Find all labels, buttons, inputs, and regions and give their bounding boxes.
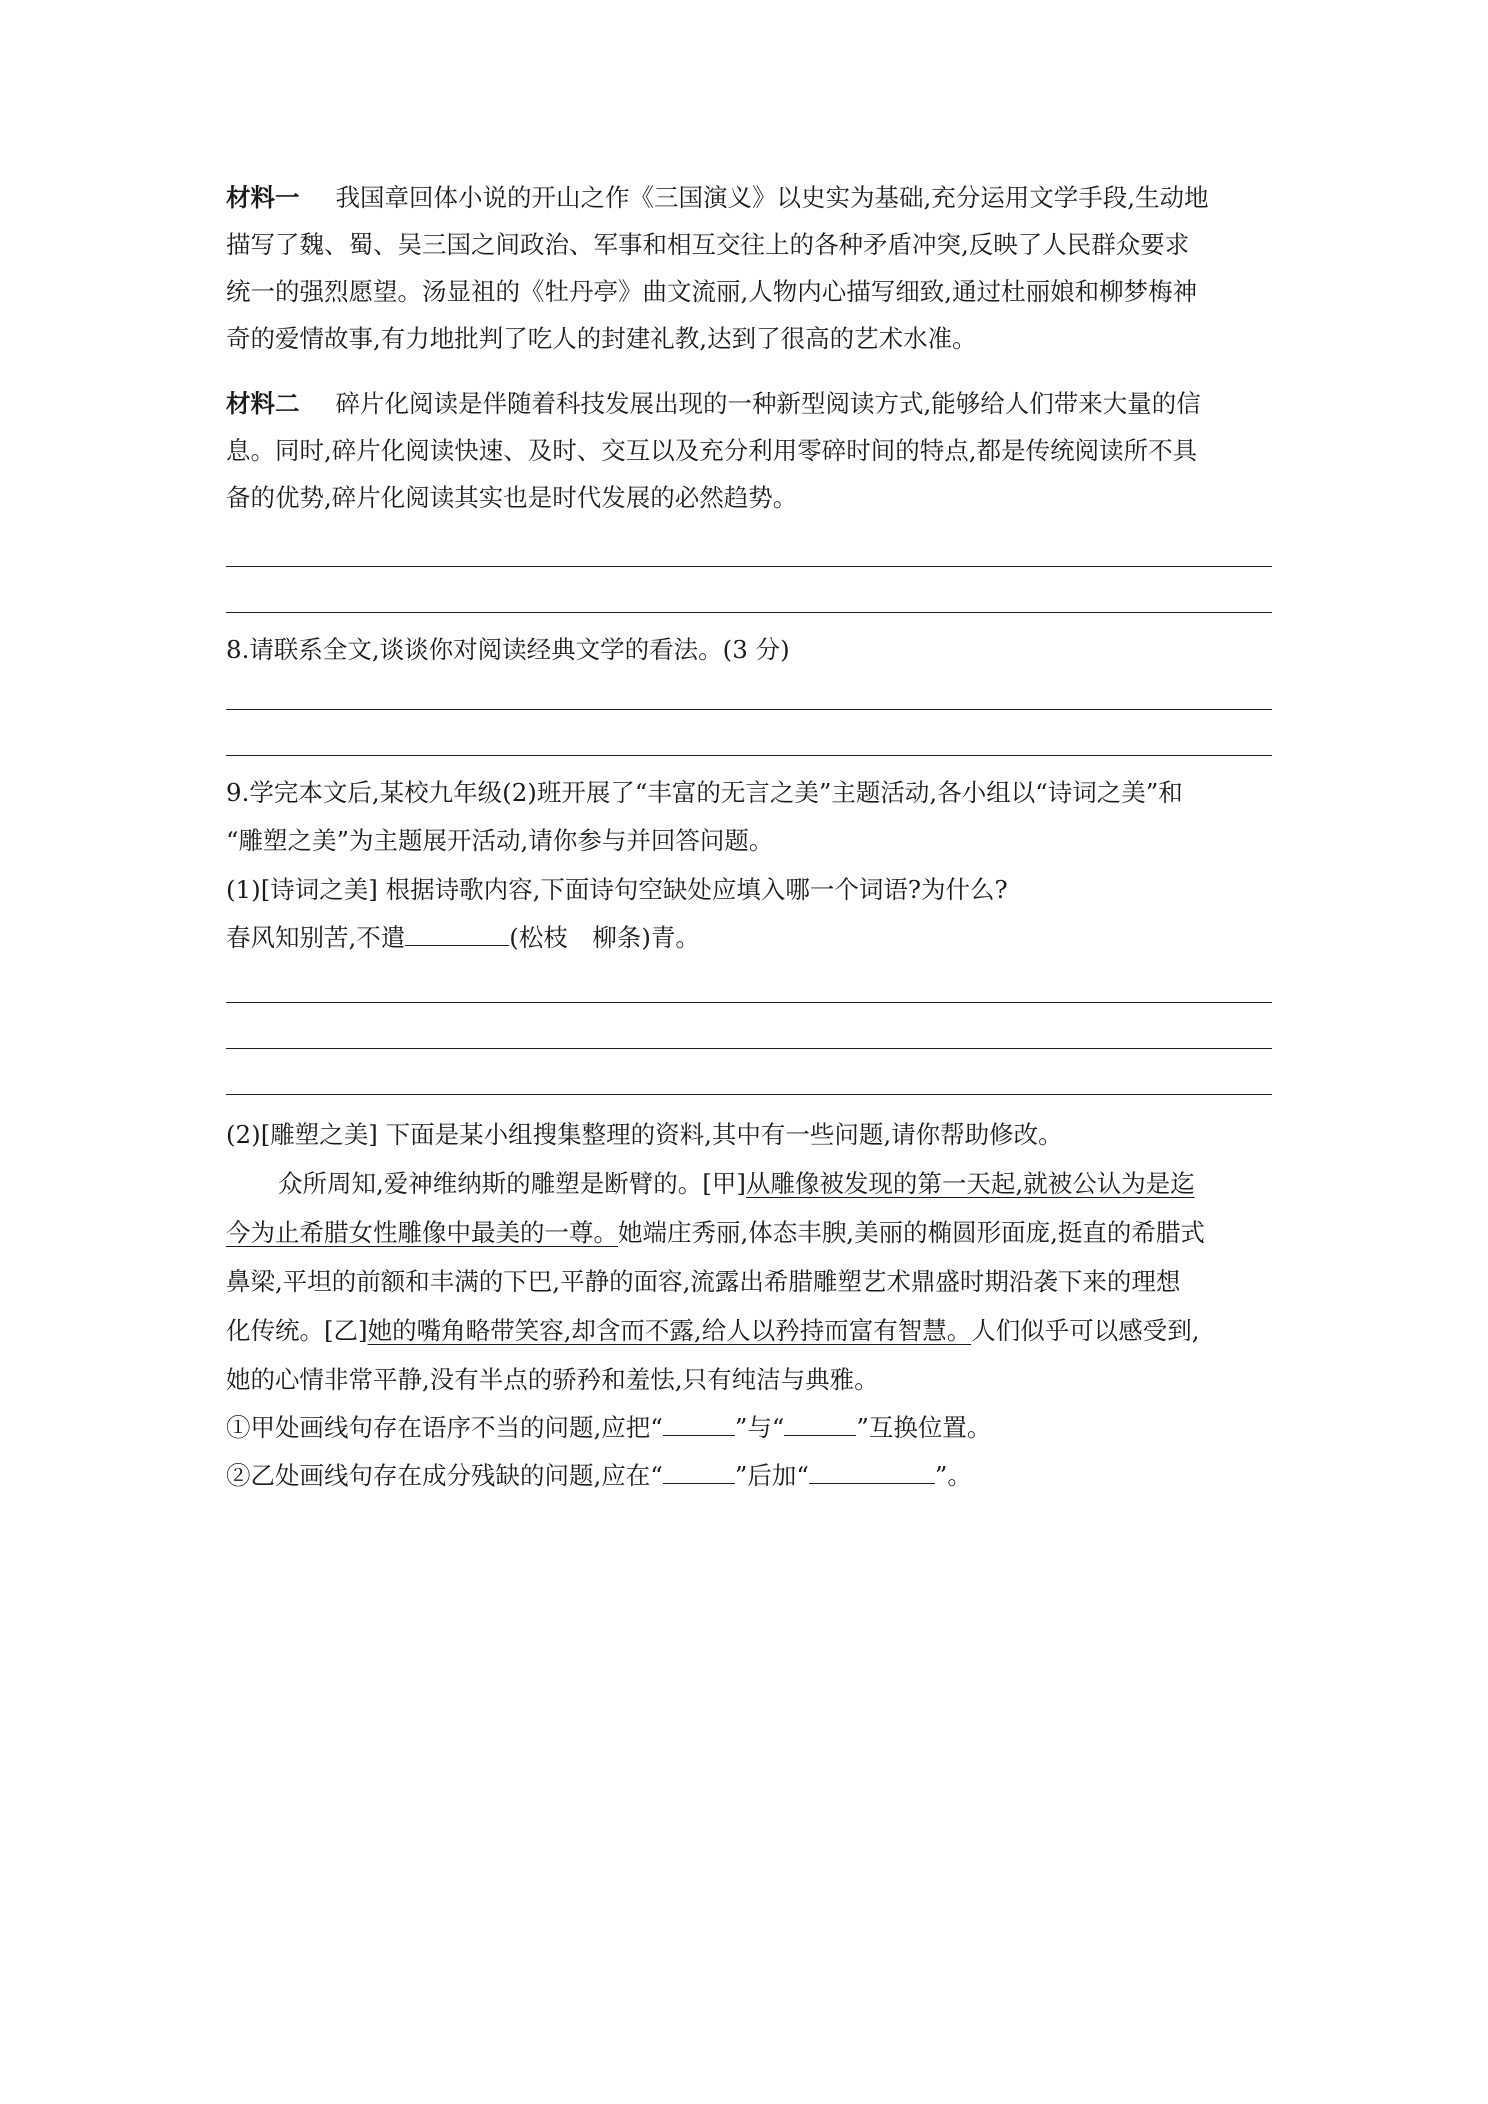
material-one-text-1: 我国章回体小说的开山之作《三国演义》以史实为基础,充分运用文学手段,生动地 bbox=[335, 183, 1209, 212]
answer-line[interactable] bbox=[226, 566, 1272, 567]
question-9-part-1: (1)[诗词之美] 根据诗歌内容,下面诗句空缺处应填入哪一个词语?为什么? bbox=[226, 875, 1008, 904]
passage-text: 化传统。[乙] bbox=[226, 1316, 368, 1345]
answer-line[interactable] bbox=[226, 1002, 1272, 1003]
passage-line-3: 鼻梁,平坦的前额和丰满的下巴,平静的面容,流露出希腊雕塑艺术鼎盛时期沿袭下来的理想 bbox=[226, 1267, 1181, 1296]
passage-text: 人们似乎可以感受到, bbox=[971, 1316, 1200, 1345]
sub-question-2-text: ”后加“ bbox=[734, 1461, 809, 1490]
blank-1[interactable] bbox=[663, 1411, 735, 1436]
answer-line[interactable] bbox=[226, 709, 1272, 710]
underlined-sentence-jia: 从雕像被发现的第一天起,就被公认为是迄 bbox=[745, 1169, 1195, 1198]
passage-line-1 bbox=[278, 1167, 1195, 1201]
passage-text: 她端庄秀丽,体态丰腴,美丽的椭圆形面庞,挺直的希腊式 bbox=[618, 1218, 1205, 1247]
answer-line[interactable] bbox=[226, 612, 1272, 613]
sub-question-2-text: ”。 bbox=[934, 1461, 972, 1490]
sub-question-2 bbox=[226, 1459, 972, 1493]
blank-4[interactable] bbox=[809, 1459, 935, 1484]
underlined-sentence-jia-cont: 今为止希腊女性雕像中最美的一尊。 bbox=[226, 1218, 618, 1247]
poem-line bbox=[226, 921, 700, 955]
sub-question-2-text: ②乙处画线句存在成分残缺的问题,应在“ bbox=[226, 1461, 663, 1490]
passage-line-2 bbox=[226, 1216, 1205, 1250]
passage-line-5: 她的心情非常平静,没有半点的骄矜和羞怯,只有纯洁与典雅。 bbox=[226, 1365, 879, 1394]
poem-text-a: 春风知别苦,不遣 bbox=[226, 923, 406, 952]
question-9-line-1: 9.学完本文后,某校九年级(2)班开展了“丰富的无言之美”主题活动,各小组以“诗词之美”和 bbox=[226, 778, 1183, 807]
material-two-label: 材料二 bbox=[226, 389, 300, 418]
sub-question-1-text: ①甲处画线句存在语序不当的问题,应把“ bbox=[226, 1413, 663, 1442]
material-two-line-2: 息。同时,碎片化阅读快速、及时、交互以及充分利用零碎时间的特点,都是传统阅读所不具 bbox=[226, 436, 1198, 465]
material-one-line-4: 奇的爱情故事,有力地批判了吃人的封建礼教,达到了很高的艺术水准。 bbox=[226, 324, 977, 353]
question-8: 8.请联系全文,谈谈你对阅读经典文学的看法。(3 分) bbox=[226, 635, 790, 664]
answer-line[interactable] bbox=[226, 755, 1272, 756]
poem-blank[interactable] bbox=[405, 921, 509, 946]
material-one-line-1 bbox=[226, 181, 1209, 215]
blank-2[interactable] bbox=[784, 1411, 856, 1436]
question-9-part-2: (2)[雕塑之美] 下面是某小组搜集整理的资料,其中有一些问题,请你帮助修改。 bbox=[226, 1120, 1063, 1149]
material-two-line-3: 备的优势,碎片化阅读其实也是时代发展的必然趋势。 bbox=[226, 483, 798, 512]
material-one-label: 材料一 bbox=[226, 183, 300, 212]
blank-3[interactable] bbox=[663, 1459, 735, 1484]
passage-line-4 bbox=[226, 1314, 1200, 1348]
sub-question-1-text: ”与“ bbox=[734, 1413, 785, 1442]
material-two-text-1: 碎片化阅读是伴随着科技发展出现的一种新型阅读方式,能够给人们带来大量的信 bbox=[335, 389, 1201, 418]
sub-question-1-text: ”互换位置。 bbox=[856, 1413, 992, 1442]
question-9-line-2: “雕塑之美”为主题展开活动,请你参与并回答问题。 bbox=[226, 826, 774, 855]
material-one-line-3: 统一的强烈愿望。汤显祖的《牡丹亭》曲文流丽,人物内心描写细致,通过杜丽娘和柳梦梅神 bbox=[226, 277, 1198, 306]
sub-question-1 bbox=[226, 1411, 991, 1445]
material-one-line-2: 描写了魏、蜀、吴三国之间政治、军事和相互交往上的各种矛盾冲突,反映了人民群众要求 bbox=[226, 230, 1190, 259]
poem-text-b: (松枝 柳条)青。 bbox=[509, 923, 700, 952]
passage-text: 众所周知,爱神维纳斯的雕塑是断臂的。[甲] bbox=[278, 1169, 746, 1198]
material-two-line-1 bbox=[226, 387, 1201, 421]
answer-line[interactable] bbox=[226, 1048, 1272, 1049]
answer-line[interactable] bbox=[226, 1094, 1272, 1095]
underlined-sentence-yi: 她的嘴角略带笑容,却含而不露,给人以矜持而富有智慧。 bbox=[367, 1316, 972, 1345]
